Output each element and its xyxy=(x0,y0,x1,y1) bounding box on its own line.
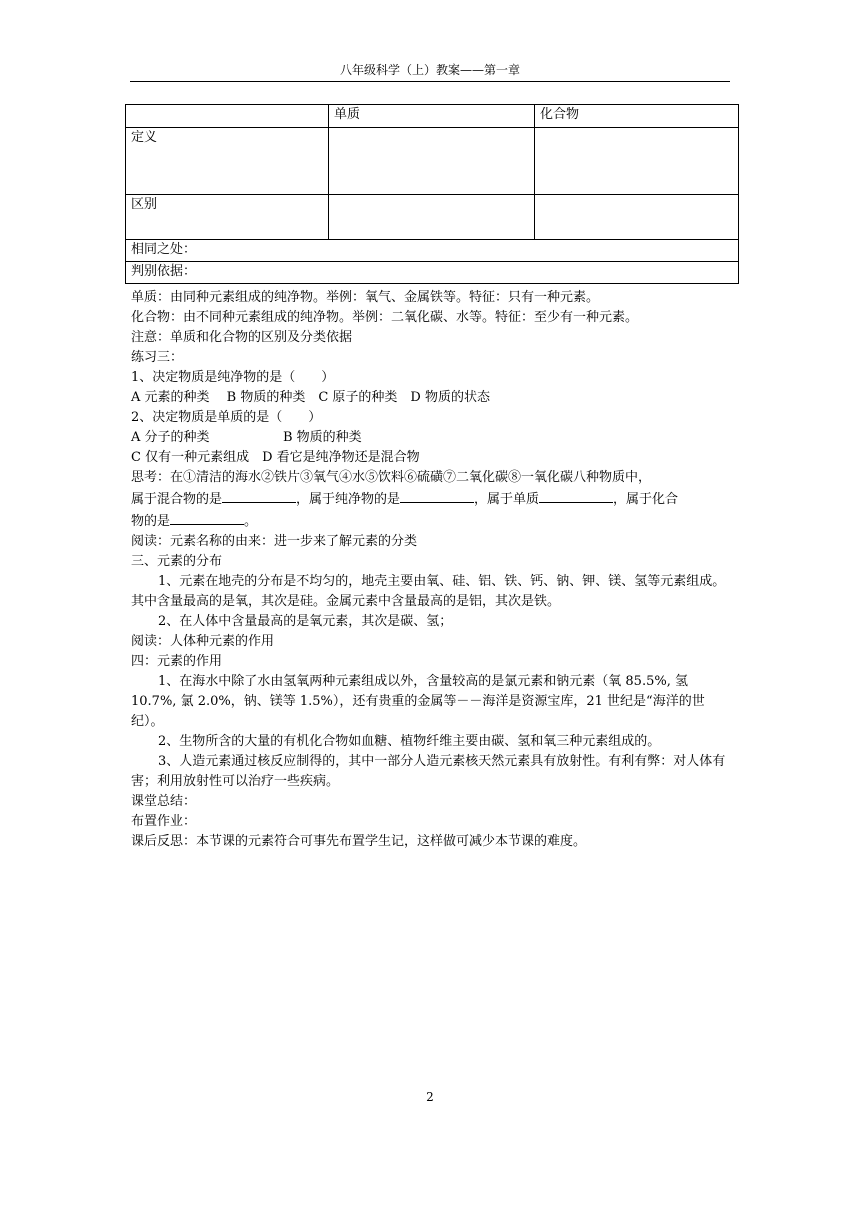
header-cell-empty xyxy=(126,105,329,128)
row-label-difference: 区别 xyxy=(126,195,329,240)
blank-element xyxy=(539,488,613,503)
think-line-1: 思考：在①清洁的海水②铁片③氧气④水⑤饮料⑥硫磺⑦二氧化碳⑧一氧化碳八种物质中， xyxy=(131,470,652,485)
reading-2: 阅读：人体种元素的作用 xyxy=(131,634,275,649)
think-line-3 xyxy=(131,510,735,532)
header-rule xyxy=(130,81,730,82)
cell-difference-element xyxy=(329,195,535,240)
reading-1: 阅读：元素名称的由来：进一步来了解元素的分类 xyxy=(131,534,418,549)
option-a: A 分子的种类 xyxy=(131,430,210,445)
blank-mixture xyxy=(222,488,296,503)
cell-definition-compound xyxy=(535,128,739,195)
reflection: 课后反思：本节课的元素符合可事先布置学生记，这样做可减少本节课的难度。 xyxy=(131,834,587,849)
question-1-options: A 元素的种类 B 物质的种类 C 原子的种类 D 物质的状态 xyxy=(131,390,490,405)
element-definition-line: 单质：由同种元素组成的纯净物。举例：氧气、金属铁等。特征：只有一种元素。 xyxy=(131,290,600,305)
question-2-options-row1 xyxy=(131,428,735,448)
think-line-2 xyxy=(131,488,735,510)
question-2: 2、决定物质是单质的是（ ） xyxy=(131,410,322,425)
option-b: B 物质的种类 xyxy=(283,430,362,445)
cell-definition-element xyxy=(329,128,535,195)
class-summary: 课堂总结： xyxy=(131,794,197,809)
exercise-heading: 练习三： xyxy=(131,350,184,365)
think-pure-label: ，属于纯净物的是 xyxy=(296,492,401,507)
row-label-common: 相同之处： xyxy=(126,240,739,262)
question-2-options-row2: C 仅有一种元素组成 D 看它是纯净物还是混合物 xyxy=(131,450,420,465)
think-compound-label-cont: 物的是 xyxy=(131,514,171,529)
section-3-paragraph-1: 1、元素在地壳的分布是不均匀的，地壳主要由氧、硅、铝、铁、钙、钠、钾、镁、氢等元素组成。其中含量最高的是氧，其次是硅。金属元素中含量最高的是铝，其次是铁。 xyxy=(131,574,726,609)
section-4-heading: 四：元素的作用 xyxy=(131,654,223,669)
page-header: 八年级科学（上）教案——第一章 xyxy=(339,63,520,77)
homework: 布置作业： xyxy=(131,814,197,829)
section-3-heading: 三、元素的分布 xyxy=(131,554,223,569)
table-row-basis xyxy=(126,262,739,284)
note-line: 注意：单质和化合物的区别及分类依据 xyxy=(131,330,353,345)
header-cell-element: 单质 xyxy=(329,105,535,128)
section-4-paragraph-1: 1、在海水中除了水由氢氧两种元素组成以外，含量较高的是氯元素和钠元素（氧 85.5%, 氢 10.7%, 氯 2.0%，钠、镁等 1.5%），还有贵重的金属等－－海洋是资源宝库，21 世纪是“海洋的世纪）。 xyxy=(131,674,705,729)
table-row-difference xyxy=(126,195,739,240)
think-end: 。 xyxy=(244,514,258,529)
row-label-definition: 定义 xyxy=(126,128,329,195)
blank-compound xyxy=(170,510,244,525)
table-header-row xyxy=(126,105,739,128)
comparison-table xyxy=(125,104,739,284)
blank-pure xyxy=(400,488,474,503)
table-row-definition xyxy=(126,128,739,195)
section-4-paragraph-3: 3、人造元素通过核反应制得的，其中一部分人造元素核天然元素具有放射性。有利有弊：对人体有害；利用放射性可以治疗一些疾病。 xyxy=(131,754,726,789)
header-cell-compound: 化合物 xyxy=(535,105,739,128)
document-body xyxy=(131,288,735,852)
table-row-common xyxy=(126,240,739,262)
row-label-basis: 判别依据： xyxy=(126,262,739,284)
page-number: 2 xyxy=(426,1090,434,1104)
think-mixture-label: 属于混合物的是 xyxy=(131,492,223,507)
think-compound-label: ，属于化合 xyxy=(613,492,679,507)
section-4-paragraph-2: 2、生物所含的大量的有机化合物如血糖、植物纤维主要由碳、氢和氧三种元素组成的。 xyxy=(158,734,661,749)
think-element-label: ，属于单质 xyxy=(474,492,540,507)
question-1: 1、决定物质是纯净物的是（ ） xyxy=(131,370,335,385)
compound-definition-line: 化合物：由不同种元素组成的纯净物。举例：二氧化碳、水等。特征：至少有一种元素。 xyxy=(131,310,639,325)
cell-difference-compound xyxy=(535,195,739,240)
section-3-paragraph-2: 2、在人体中含量最高的是氧元素，其次是碳、氢； xyxy=(158,614,453,629)
